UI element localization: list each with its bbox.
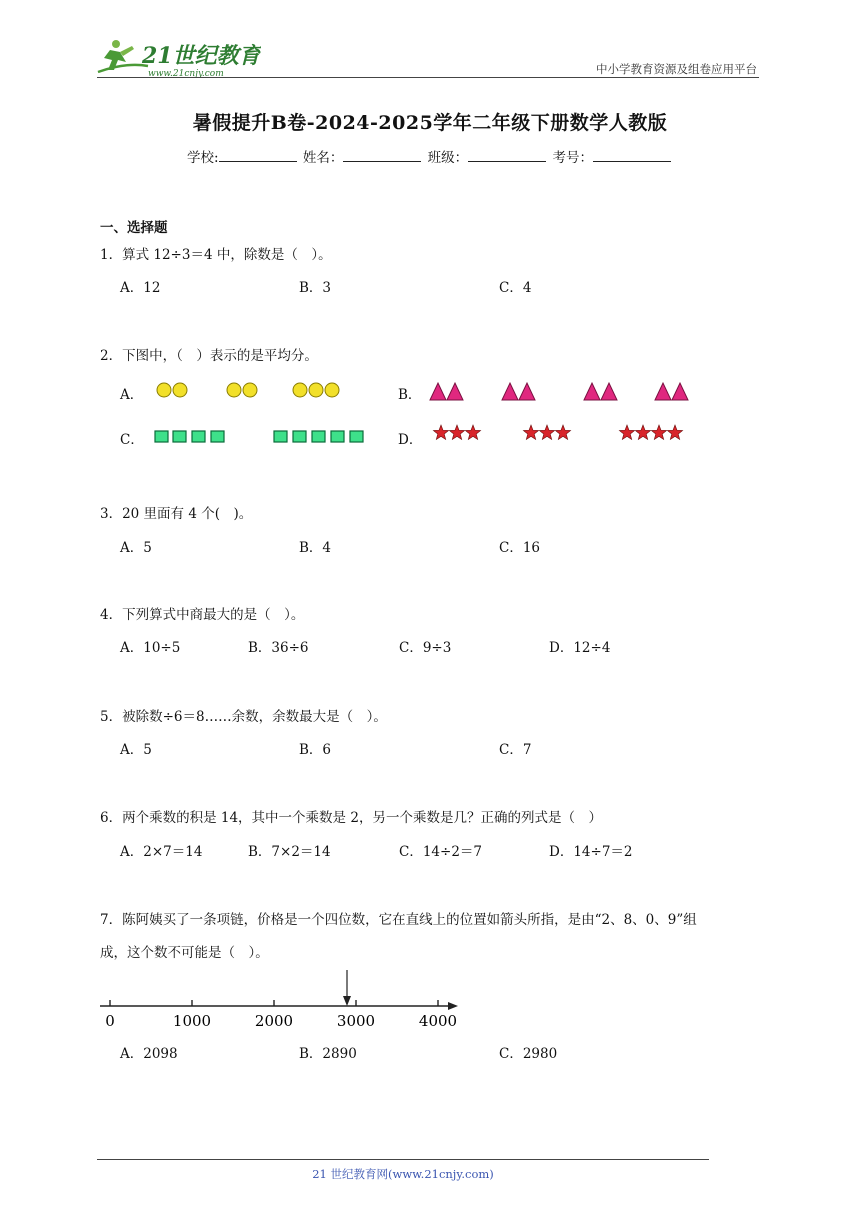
section-title: 一、选择题 xyxy=(100,220,168,236)
number-field[interactable] xyxy=(593,148,671,162)
q7-option-a[interactable]: A．2098 xyxy=(120,1046,178,1062)
q2-b-triangles xyxy=(430,383,688,400)
star-icon xyxy=(465,425,480,439)
star-icon xyxy=(523,425,538,439)
question-6-text: 6．两个乘数的积是 14，其中一个乘数是 2，另一个乘数是几？正确的列式是（ ） xyxy=(100,810,602,826)
q2-option-a[interactable]: A． xyxy=(120,387,144,403)
q4-option-b[interactable]: B．36÷6 xyxy=(248,640,309,656)
q2-a-circles xyxy=(157,383,339,397)
runner-icon xyxy=(98,40,148,72)
q1-option-c[interactable]: C．4 xyxy=(499,280,532,296)
q1-option-a[interactable]: A．12 xyxy=(120,280,161,296)
footer-link[interactable]: 21 世纪教育网(www.21cnjy.com) xyxy=(312,1167,494,1181)
star-icon xyxy=(651,425,666,439)
q3-option-a[interactable]: A．5 xyxy=(120,540,152,556)
site-logo xyxy=(96,36,261,80)
logo-text: 21世纪教育 xyxy=(142,43,261,69)
footer-divider xyxy=(97,1159,709,1160)
class-label: 班级： xyxy=(427,150,469,166)
q4-option-d[interactable]: D．12÷4 xyxy=(549,640,611,656)
student-info-line xyxy=(0,146,860,166)
q6-option-a[interactable]: A．2×7＝14 xyxy=(120,844,203,860)
number-line xyxy=(96,966,466,1038)
question-7-text-line1: 7．陈阿姨买了一条项链，价格是一个四位数，它在直线上的位置如箭头所指，是由“2、8、0、9”组 xyxy=(100,912,697,928)
tick-label-1000: 1000 xyxy=(172,1012,212,1030)
question-5-text: 5．被除数÷6＝8……余数，余数最大是（ ）。 xyxy=(100,709,387,725)
class-field[interactable] xyxy=(468,148,546,162)
tick-label-3000: 3000 xyxy=(336,1012,376,1030)
arrow-down-icon xyxy=(343,970,351,1006)
number-label: 考号： xyxy=(552,150,593,166)
page-title: 暑假提升B卷-2024-2025学年二年级下册数学人教版 xyxy=(192,112,668,134)
star-icon xyxy=(619,425,634,439)
q2-option-d[interactable]: D． xyxy=(398,432,423,448)
tick-label-0: 0 xyxy=(105,1012,115,1030)
q3-option-b[interactable]: B．4 xyxy=(299,540,332,556)
number-line-ticks xyxy=(110,1000,438,1006)
header-platform-text: 中小学教育资源及组卷应用平台 xyxy=(596,62,757,76)
name-field[interactable] xyxy=(343,148,421,162)
q7-option-c[interactable]: C．2980 xyxy=(499,1046,558,1062)
q4-option-a[interactable]: A．10÷5 xyxy=(120,640,181,656)
q6-option-c[interactable]: C．14÷2＝7 xyxy=(399,844,482,860)
question-3-text: 3．20 里面有 4 个( )。 xyxy=(100,506,253,522)
q6-option-b[interactable]: B．7×2＝14 xyxy=(248,844,331,860)
q2-d-stars xyxy=(433,425,682,439)
q5-option-c[interactable]: C．7 xyxy=(499,742,532,758)
q6-option-d[interactable]: D．14÷7＝2 xyxy=(549,844,633,860)
q2-option-c[interactable]: C． xyxy=(120,432,144,448)
star-icon xyxy=(449,425,464,439)
star-icon xyxy=(635,425,650,439)
q7-option-b[interactable]: B．2890 xyxy=(299,1046,357,1062)
question-4-text: 4．下列算式中商最大的是（ ）。 xyxy=(100,607,305,623)
question-1-text: 1．算式 12÷3＝4 中，除数是（ ）。 xyxy=(100,247,332,263)
tick-label-2000: 2000 xyxy=(254,1012,294,1030)
school-field[interactable] xyxy=(219,148,297,162)
question-2-text: 2．下图中，（ ）表示的是平均分。 xyxy=(100,348,318,364)
q3-option-c[interactable]: C．16 xyxy=(499,540,541,556)
header-divider xyxy=(97,77,759,78)
q5-option-a[interactable]: A．5 xyxy=(120,742,152,758)
name-label: 姓名： xyxy=(302,150,344,166)
star-icon xyxy=(667,425,682,439)
q4-option-c[interactable]: C．9÷3 xyxy=(399,640,452,656)
q2-figures xyxy=(0,370,860,460)
q5-option-b[interactable]: B．6 xyxy=(299,742,332,758)
star-icon xyxy=(555,425,570,439)
star-icon xyxy=(433,425,448,439)
question-7-text-line2: 成，这个数不可能是（ ）。 xyxy=(100,945,269,961)
tick-label-4000: 4000 xyxy=(418,1012,458,1030)
q2-c-squares xyxy=(155,431,363,442)
star-icon xyxy=(539,425,554,439)
q1-option-b[interactable]: B．3 xyxy=(299,280,332,296)
q2-option-b[interactable]: B． xyxy=(398,387,422,403)
logo-url: www.21cnjy.com xyxy=(148,69,224,79)
school-label: 学校: xyxy=(187,150,219,166)
number-line-labels xyxy=(105,1012,457,1030)
